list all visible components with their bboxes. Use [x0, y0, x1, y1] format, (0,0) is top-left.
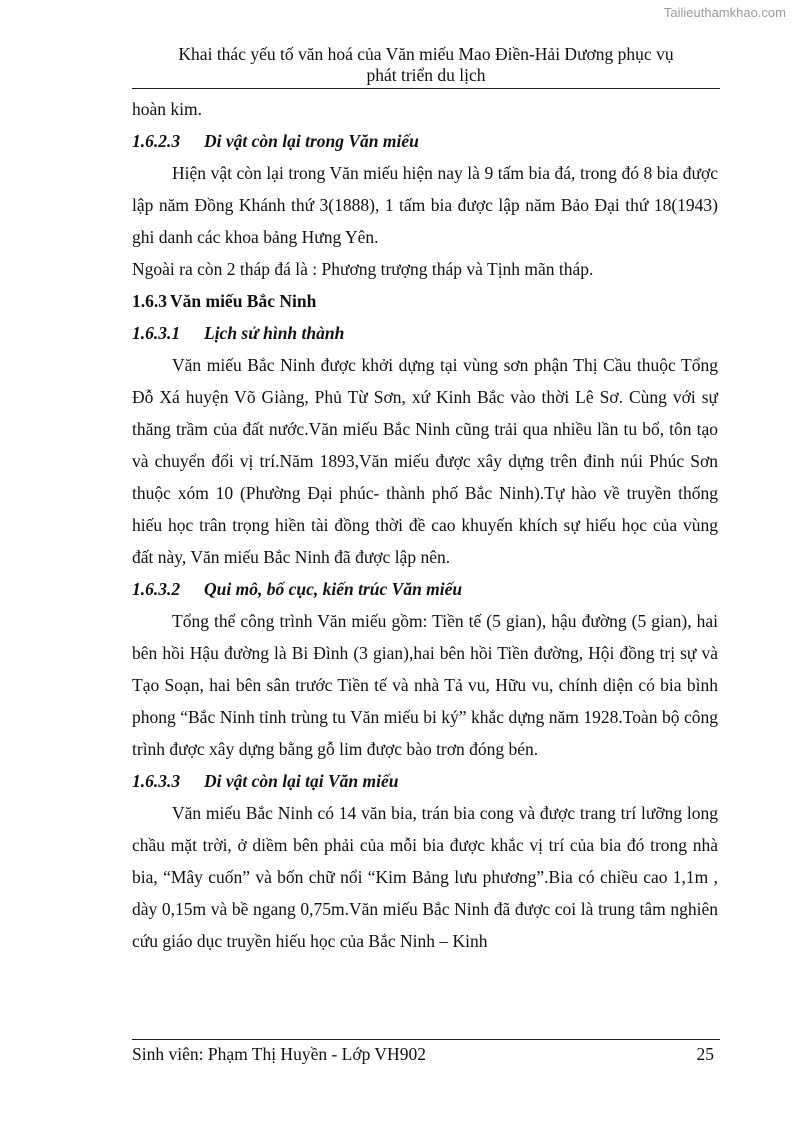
heading-number: 1.6.2.3 [132, 131, 181, 151]
paragraph-continuation: hoàn kim. [132, 99, 202, 119]
heading-title: Di vật còn lại trong Văn miếu [204, 131, 419, 151]
heading-number: 1.6.3.2 [132, 579, 181, 599]
header-line-1: Khai thác yếu tố văn hoá của Văn miếu Mao Điền-Hải Dương phục vụ [178, 44, 674, 64]
heading-1-6-2-3 [132, 125, 718, 157]
paragraph-history: Văn miếu Bắc Ninh được khởi dựng tại vùng sơn phận Thị Cầu thuộc Tổng Đỗ Xá huyện Võ Giàng, Phủ Từ Sơn, xứ Kinh Bắc vào thời Lê Sơ. Cùng với sự thăng trầm của đất nước.Văn miếu Bắc Ninh cũng trải qua nhiều lần tu bổ, tôn tạo và chuyển đổi vị trí.Năm 1893,Văn miếu được xây dựng trên đỉnh núi Phúc Sơn thuộc xóm 10 (Phường Đại phúc- thành phố Bắc Ninh).Tự hào về truyền thống hiếu học trân trọng hiền tài đồng thời đề cao khuyến khích sự hiếu học của vùng đất này, Văn miếu Bắc Ninh đã được lập nên. [132, 355, 718, 567]
heading-title: Di vật còn lại tại Văn miếu [204, 771, 399, 791]
heading-1-6-3-2 [132, 573, 718, 605]
header-line-2: phát triển du lịch [366, 65, 486, 85]
heading-number: 1.6.3 [132, 291, 167, 311]
heading-number: 1.6.3.1 [132, 323, 181, 343]
heading-title: Lịch sử hình thành [204, 323, 345, 343]
heading-number: 1.6.3.3 [132, 771, 181, 791]
paragraph-relics-hung-yen: Hiện vật còn lại trong Văn miếu hiện nay là 9 tấm bia đá, trong đó 8 bia được lập năm Đồng Khánh thứ 3(1888), 1 tấm bia được lập năm Bảo Đại thứ 18(1943) ghi danh các khoa bảng Hưng Yên. [132, 163, 718, 247]
heading-1-6-3-3 [132, 765, 718, 797]
heading-title: Qui mô, bố cục, kiến trúc Văn miếu [204, 579, 463, 599]
page-footer [132, 1043, 718, 1065]
header-divider [132, 88, 720, 89]
footer-divider [132, 1039, 720, 1040]
page-number: 25 [696, 1044, 714, 1064]
paragraph-stone-towers: Ngoài ra còn 2 tháp đá là : Phương trượng tháp và Tịnh mãn tháp. [132, 259, 594, 279]
document-body [132, 93, 718, 957]
heading-title: Văn miếu Bắc Ninh [170, 291, 317, 311]
paragraph-architecture: Tổng thể công trình Văn miếu gồm: Tiền tế (5 gian), hậu đường (5 gian), hai bên hồi Hậu đường là Bi Đình (3 gian),hai bên hồi Tiền đường, Hội đồng trị sự và Tạo Soạn, hai bên sân trước Tiền tế và nhà Tả vu, Hữu vu, chính diện có bia bình phong “Bắc Ninh tỉnh trùng tu Văn miếu bi ký” khắc dựng năm 1928.Toàn bộ công trình được xây dựng bằng gỗ lim được bào trơn đóng bén. [132, 611, 718, 759]
page-header [132, 44, 720, 86]
watermark: Tailieuthamkhao.com [663, 5, 786, 20]
paragraph-steles: Văn miếu Bắc Ninh có 14 văn bia, trán bia cong và được trang trí lưỡng long chầu mặt trời, ở diềm bên phải của mỗi bia được khắc vị trí của bia đó trong nhà bia, “Mây cuốn” và bốn chữ nổi “Kim Bảng lưu phương”.Bia có chiều cao 1,1m , dày 0,15m và bề ngang 0,75m.Văn miếu Bắc Ninh đã được coi là trung tâm nghiên cứu giáo dục truyền hiếu học của Bắc Ninh – Kinh [132, 803, 718, 951]
footer-student: Sinh viên: Phạm Thị Huyền - Lớp VH902 [132, 1044, 426, 1064]
heading-1-6-3-1 [132, 317, 718, 349]
heading-1-6-3 [132, 285, 718, 317]
